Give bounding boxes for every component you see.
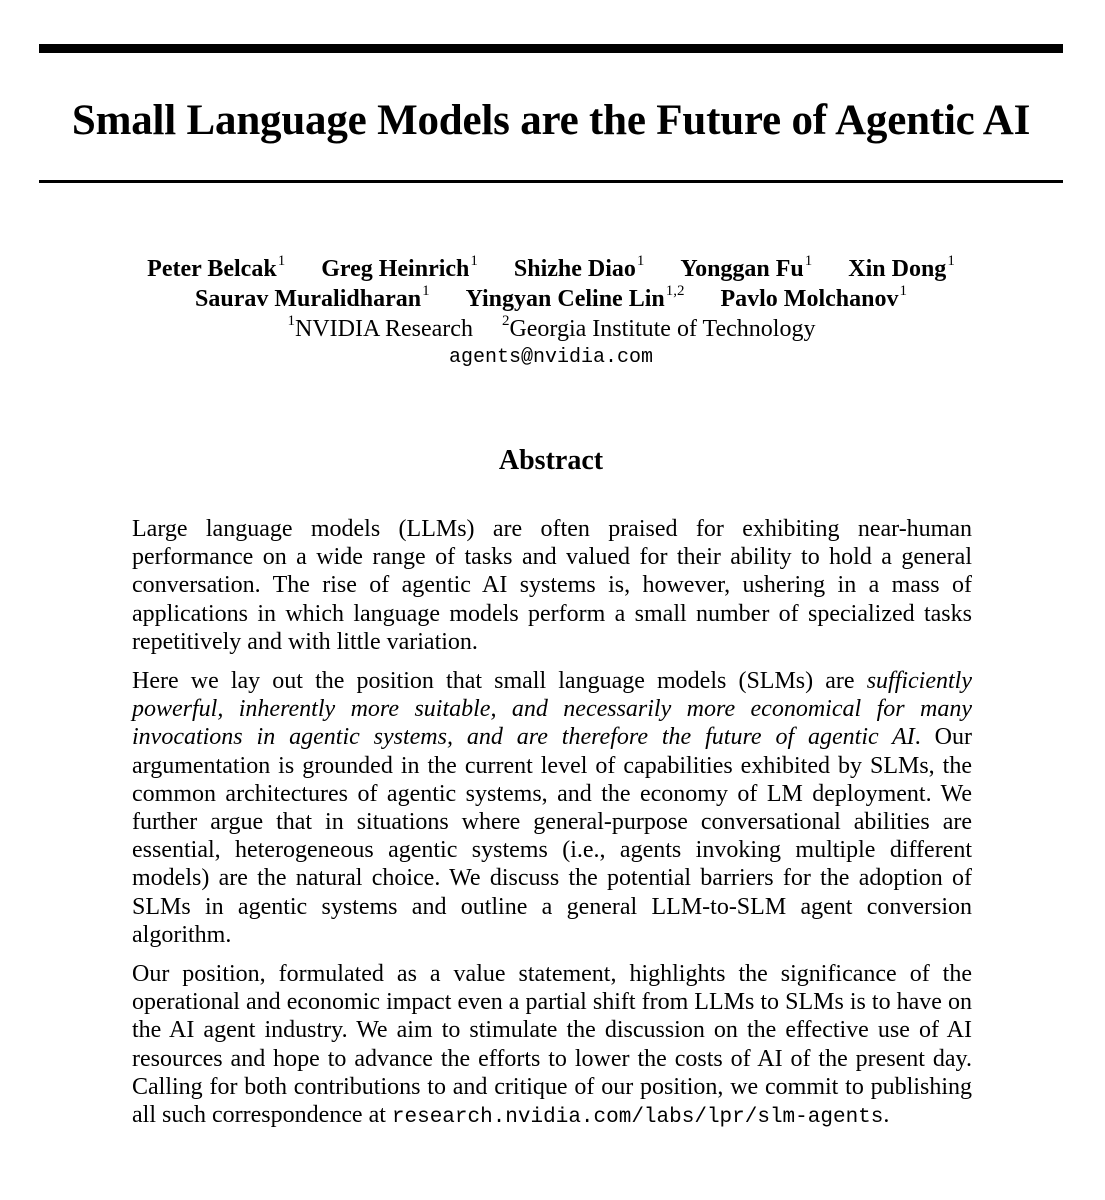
author-line-1 [39,254,1063,284]
abstract-body [132,515,972,1143]
author: Xin Dong$^1$ [848,253,955,282]
affiliation: $^2$Georgia Institute of Technology [501,313,816,342]
author: Yonggan Fu$^1$ [680,253,813,282]
author: Shizhe Diao$^1$ [513,253,645,282]
abstract-paragraph-2: Here we lay out the position that small language models (SLMs) are sufficiently powerful, inherently more suitable, and necessarily more economical for many invocations in agentic systems, and are therefore the future of agentic AI. Our argumentation is grounded in the current level of capabilities exhibited by SLMs, the common architectures of agentic systems, and the economy of LM deployment. We further argue that in situations where general-purpose conversational abilities are essential, heterogeneous agentic systems (i.e., agents invoking multiple different models) are the natural choice. We discuss the potential barriers for the adoption of SLMs in agentic systems and outline a general LLM-to-SLM agent conversion algorithm. [132,668,973,948]
abstract-paragraph-1: Large language models (LLMs) are often praised for exhibiting near-human performance on a wide range of tasks and valued for their ability to hold a general conversation. The rise of agentic AI systems is, however, ushering in a mass of applications in which language models perform a small number of specialized tasks repetitively and with little variation. [132,516,972,655]
author: Peter Belcak$^1$ [147,253,286,282]
position-statement: sufficiently powerful, inherently more suitable, and necessarily more economical for many invocations in agentic systems, and are therefore the future of agentic AI [132,668,972,751]
author: Greg Heinrich$^1$ [321,253,478,282]
title-rule-bottom [39,180,1063,183]
affiliations [39,314,1063,344]
author: Yingyan Celine Lin$^{1,2}$ [465,283,685,312]
abstract-paragraph-3: Our position, formulated as a value statement, highlights the significance of the operational and economic impact even a partial shift from LLMs to SLMs is to have on the AI agent industry. We aim to stimulate the discussion on the effective use of AI resources and hope to advance the efforts to lower the costs of AI of the present day. Calling for both contributions to and critique of our position, we commit to publishing all such correspondence at research.nvidia.com/labs/lpr/slm-agents. [132,961,972,1130]
title-rule-top [39,44,1063,53]
affiliation: $^1$NVIDIA Research [287,313,473,342]
abstract-heading: Abstract [498,445,604,476]
author: Pavlo Molchanov$^1$ [720,283,907,312]
contact-email[interactable]: agents@nvidia.com [448,346,654,369]
paper-title: Small Language Models are the Future of Agentic AI [71,97,1031,144]
author-line-2 [39,284,1063,314]
author: Saurav Muralidharan$^1$ [195,283,430,312]
project-url-link[interactable]: research.nvidia.com/labs/lpr/slm-agents [391,1106,884,1130]
author-block [39,254,1063,372]
